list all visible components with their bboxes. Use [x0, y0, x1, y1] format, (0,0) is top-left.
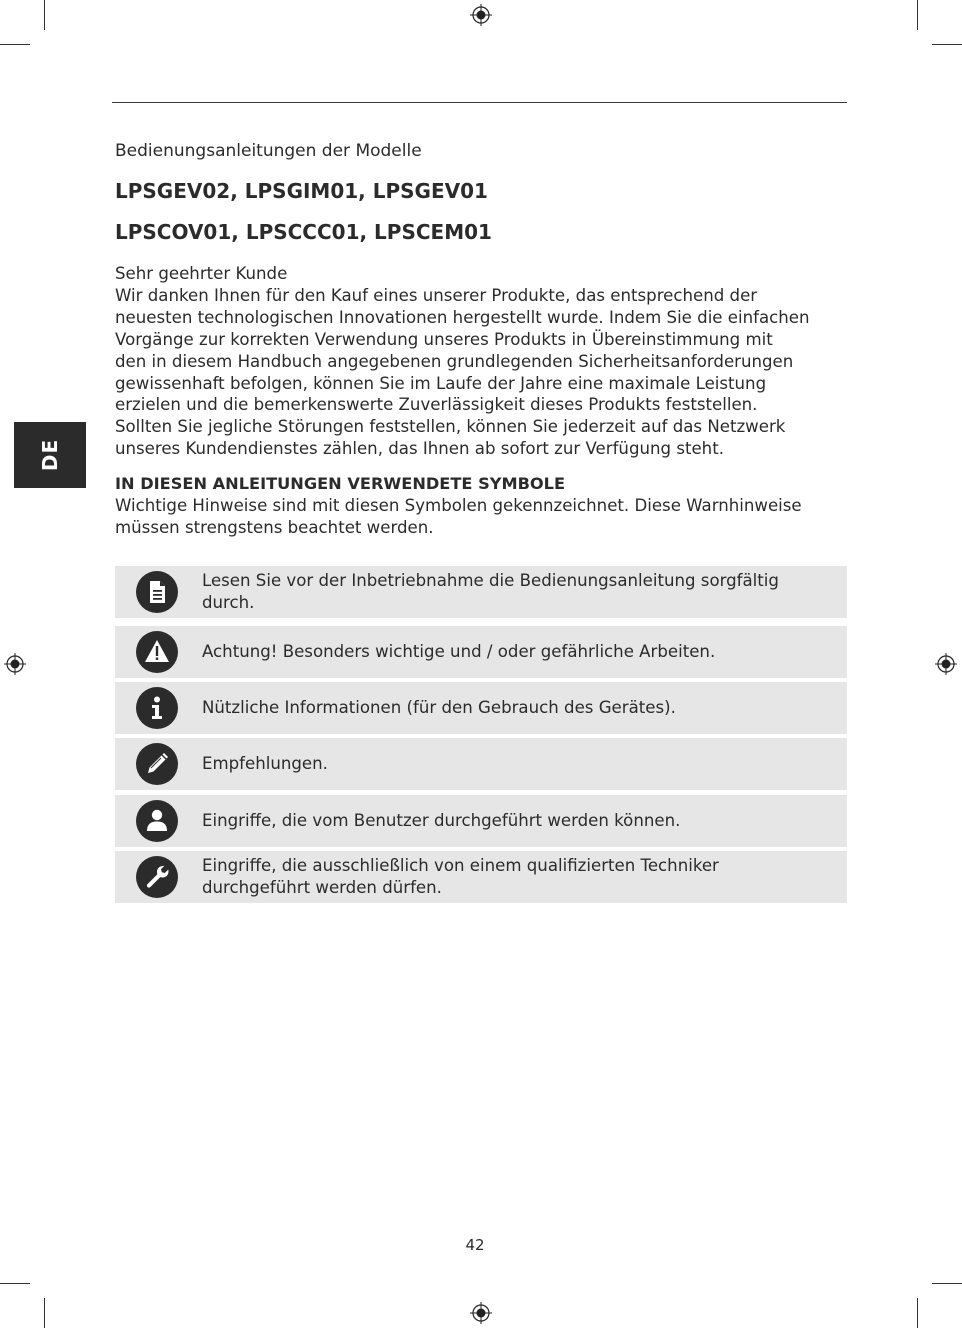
- paragraph-line: Wir danken Ihnen für den Kauf eines unserer Produkte, das entsprechend der: [115, 285, 758, 305]
- symbol-row: [115, 682, 847, 734]
- paragraph-line: erzielen und die bemerkenswerte Zuverlässigkeit dieses Produkts feststellen.: [115, 395, 758, 415]
- model-list-2: LPSCOV01, LPSCCC01, LPSCEM01: [115, 220, 492, 244]
- header-rule: [112, 102, 847, 103]
- crop-mark: [917, 1298, 918, 1328]
- paragraph-line: Sollten Sie jegliche Störungen feststellen, können Sie jederzeit auf das Netzwerk: [115, 417, 786, 437]
- subtitle: Bedienungsanleitungen der Modelle: [115, 141, 422, 161]
- symbol-description: [202, 570, 827, 614]
- crop-mark: [44, 0, 45, 30]
- symbols-intro: [115, 495, 850, 539]
- paragraph-line: unseres Kundendienstes zählen, das Ihnen ab sofort zur Verfügung steht.: [115, 439, 724, 459]
- crop-mark: [0, 44, 30, 45]
- pencil-icon: [136, 743, 178, 785]
- document-icon: [136, 571, 178, 613]
- language-tab: [14, 422, 86, 488]
- paragraph-line: müssen strengstens beachtet werden.: [115, 518, 434, 538]
- crop-mark: [932, 1283, 962, 1284]
- paragraph-line: neuesten technologischen Innovationen hergestellt wurde. Indem Sie die einfachen: [115, 307, 810, 327]
- paragraph-line: den in diesem Handbuch angegebenen grundlegenden Sicherheitsanforderungen: [115, 351, 794, 371]
- symbol-row: [115, 795, 847, 847]
- registration-mark-icon: [4, 653, 26, 675]
- page-number: 42: [465, 1236, 485, 1254]
- paragraph-line: Vorgänge zur korrekten Verwendung unseres Produkts in Übereinstimmung mit: [115, 329, 773, 349]
- main-content: [115, 138, 850, 539]
- symbol-text-line: Nützliche Informationen (für den Gebrauch des Gerätes).: [202, 698, 676, 718]
- crop-mark: [44, 1298, 45, 1328]
- registration-mark-icon: [470, 1302, 492, 1324]
- registration-mark-icon: [935, 653, 957, 675]
- symbol-text-line: Lesen Sie vor der Inbetriebnahme die Bedienungsanleitung sorgfältig: [202, 571, 779, 591]
- crop-mark: [932, 44, 962, 45]
- symbol-text-line: durch.: [202, 593, 255, 612]
- intro-paragraph: [115, 263, 850, 460]
- paragraph-line: gewissenhaft befolgen, können Sie im Laufe der Jahre eine maximale Leistung: [115, 373, 767, 393]
- user-icon: [136, 800, 178, 842]
- symbol-description: [202, 697, 827, 719]
- info-icon: [136, 687, 178, 729]
- symbol-description: [202, 810, 827, 832]
- paragraph-line: Wichtige Hinweise sind mit diesen Symbolen gekennzeichnet. Diese Warnhinweise: [115, 496, 802, 516]
- crop-mark: [0, 1283, 30, 1284]
- symbols-heading: IN DIESEN ANLEITUNGEN VERWENDETE SYMBOLE: [115, 474, 566, 494]
- symbol-text-line: Eingriffe, die ausschließlich von einem qualifizierten Techniker: [202, 856, 719, 876]
- crop-mark: [917, 0, 918, 30]
- symbol-row: [115, 566, 847, 618]
- symbol-description: [202, 753, 827, 775]
- paragraph-line: Sehr geehrter Kunde: [115, 264, 288, 283]
- symbol-row: [115, 738, 847, 790]
- symbol-row: [115, 851, 847, 903]
- warning-icon: [136, 631, 178, 673]
- wrench-icon: [136, 856, 178, 898]
- symbol-description: [202, 855, 827, 899]
- registration-mark-icon: [470, 4, 492, 26]
- symbol-row: [115, 626, 847, 678]
- symbol-text-line: Eingriffe, die vom Benutzer durchgeführt werden können.: [202, 811, 681, 831]
- model-list-1: LPSGEV02, LPSGIM01, LPSGEV01: [115, 179, 488, 203]
- symbol-text-line: Empfehlungen.: [202, 754, 328, 774]
- language-tab-label: DE: [38, 438, 62, 472]
- symbol-text-line: Achtung! Besonders wichtige und / oder gefährliche Arbeiten.: [202, 642, 716, 662]
- symbol-text-line: durchgeführt werden dürfen.: [202, 878, 442, 897]
- symbol-description: [202, 641, 827, 663]
